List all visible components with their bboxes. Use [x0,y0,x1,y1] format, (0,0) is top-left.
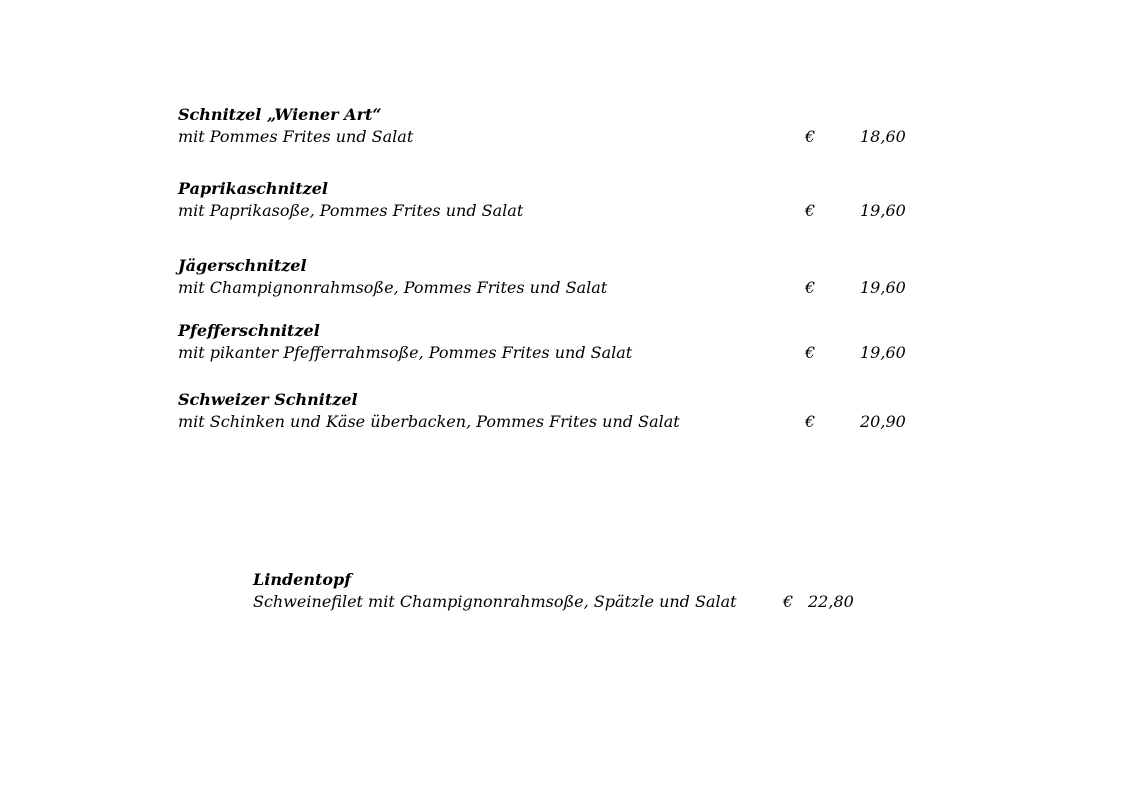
currency-symbol: € [805,127,816,146]
menu-item-description: mit Paprikasoße, Pommes Frites und Salat [178,201,524,220]
special-item-name: Lindentopf [253,570,352,589]
menu-item-description: mit Champignonrahmsoße, Pommes Frites und Salat [178,278,608,297]
price-amount: 19,60 [860,343,906,362]
special-item-description: Schweinefilet mit Champignonrahmsoße, Spätzle und Salat [253,592,737,611]
price-amount: 18,60 [860,127,906,146]
price-amount: 20,90 [860,412,906,431]
menu-item-name: Jägerschnitzel [178,256,307,275]
special-item-price [0,591,1122,613]
menu-item-price [0,200,1122,222]
menu-item-price [0,342,1122,364]
currency-symbol: € [805,412,816,431]
menu-item-price [0,411,1122,433]
menu-item-price [0,126,1122,148]
menu-item-name: Paprikaschnitzel [178,179,328,198]
menu-item-name: Schweizer Schnitzel [178,390,358,409]
currency-symbol: € [805,201,816,220]
menu-item-description: mit Pommes Frites und Salat [178,127,414,146]
menu-item-price [0,277,1122,299]
currency-symbol: € [805,278,816,297]
price-amount: 19,60 [860,278,906,297]
currency-symbol: € [783,592,794,611]
menu-item-name: Pfefferschnitzel [178,321,320,340]
price-amount: 22,80 [808,592,854,611]
currency-symbol: € [805,343,816,362]
menu-item-description: mit pikanter Pfefferrahmsoße, Pommes Frites und Salat [178,343,633,362]
menu-item-name: Schnitzel „Wiener Art“ [178,105,382,124]
menu-item-description: mit Schinken und Käse überbacken, Pommes Frites und Salat [178,412,680,431]
price-amount: 19,60 [860,201,906,220]
